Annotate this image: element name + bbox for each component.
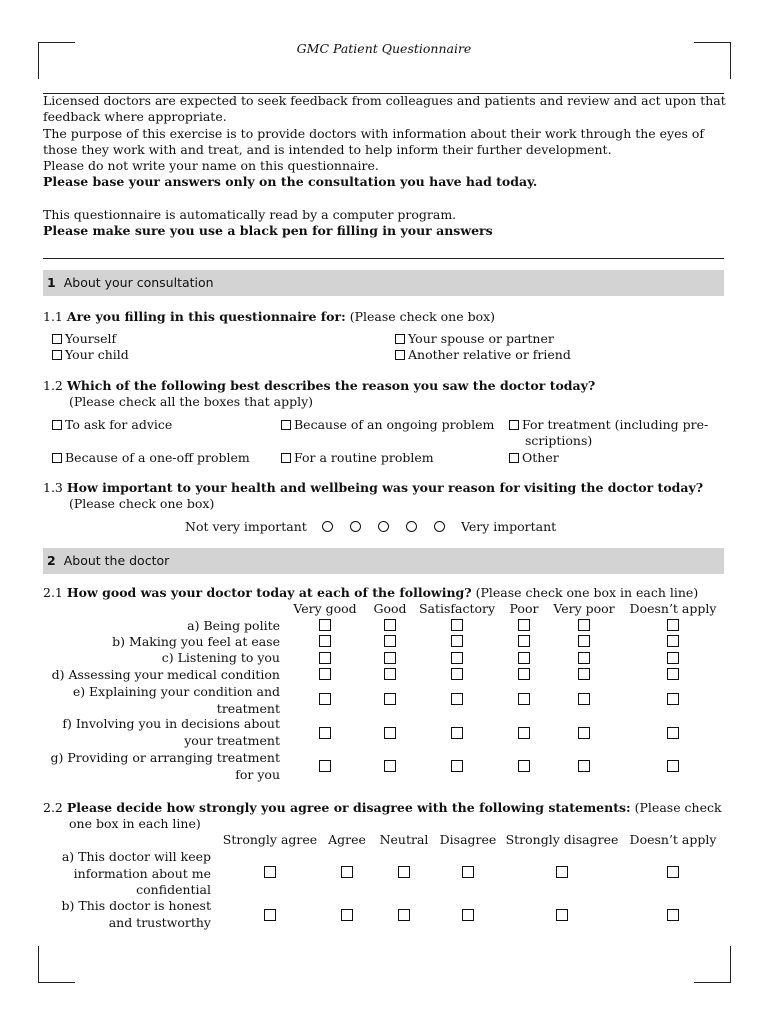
rating-checkbox[interactable]: [578, 668, 590, 680]
row-label: b) Making you feel at ease: [112, 634, 280, 649]
column-header: Strongly agree: [222, 832, 318, 847]
column-header: Satisfactory: [418, 601, 496, 616]
rating-checkbox[interactable]: [667, 668, 679, 680]
running-title: GMC Patient Questionnaire: [296, 41, 472, 56]
rating-checkbox[interactable]: [451, 727, 463, 739]
scale-radio-4[interactable]: [406, 521, 417, 532]
row-label: e) Explaining your condition and treatment: [72, 684, 280, 716]
rating-checkbox[interactable]: [319, 693, 331, 705]
rating-checkbox[interactable]: [518, 693, 530, 705]
rating-checkbox[interactable]: [667, 909, 679, 921]
section-1-title: About your consultation: [63, 275, 214, 290]
row-label: f) Involving you in decisions about your treatment: [62, 716, 280, 748]
rating-checkbox[interactable]: [578, 635, 590, 647]
rating-checkbox[interactable]: [319, 760, 331, 772]
intro-p1: Licensed doctors are expected to seek feedback from colleagues and patients and review and act upon that feedback where appropriate.: [43, 93, 726, 125]
checkbox[interactable]: [52, 453, 62, 463]
option-treatment-cont: scriptions): [525, 433, 593, 448]
question-1-2: 1.2 Which of the following best describes the reason you saw the doctor today? (Please check all the boxes that apply): [43, 378, 596, 410]
scale-radio-1[interactable]: [322, 521, 333, 532]
rating-checkbox[interactable]: [667, 619, 679, 631]
rating-checkbox[interactable]: [384, 619, 396, 631]
checkbox[interactable]: [52, 350, 62, 360]
rating-checkbox[interactable]: [341, 866, 353, 878]
scale-high-label: Very important: [461, 519, 557, 534]
rating-checkbox[interactable]: [462, 909, 474, 921]
row-label: a) Being polite: [187, 618, 280, 633]
rating-checkbox[interactable]: [264, 866, 276, 878]
rating-checkbox[interactable]: [319, 668, 331, 680]
column-header: Agree: [328, 832, 366, 847]
rating-checkbox[interactable]: [462, 866, 474, 878]
rating-checkbox[interactable]: [384, 693, 396, 705]
row-label: g) Providing or arranging treatment for you: [50, 750, 280, 782]
intro-p4: Please base your answers only on the consultation you have had today.: [43, 174, 538, 190]
column-header: Neutral: [379, 832, 429, 847]
rating-checkbox[interactable]: [319, 727, 331, 739]
rating-checkbox[interactable]: [398, 866, 410, 878]
rating-checkbox[interactable]: [578, 727, 590, 739]
scale-radio-5[interactable]: [434, 521, 445, 532]
rating-checkbox[interactable]: [384, 727, 396, 739]
rating-checkbox[interactable]: [667, 635, 679, 647]
checkbox[interactable]: [52, 420, 62, 430]
checkbox[interactable]: [395, 350, 405, 360]
rating-checkbox[interactable]: [578, 693, 590, 705]
rating-checkbox[interactable]: [518, 760, 530, 772]
rating-checkbox[interactable]: [264, 909, 276, 921]
section-1-header: [43, 270, 724, 296]
rating-checkbox[interactable]: [398, 909, 410, 921]
rating-checkbox[interactable]: [556, 909, 568, 921]
rating-checkbox[interactable]: [319, 619, 331, 631]
rating-checkbox[interactable]: [384, 652, 396, 664]
section-1-number: 1: [47, 275, 56, 290]
question-1-3: 1.3 How important to your health and wellbeing was your reason for visiting the doctor today? (Please check one box): [43, 480, 704, 512]
intro-p2: The purpose of this exercise is to provide doctors with information about their work through the eyes of those they work with and treat, and is intended to help inform their further development.: [43, 125, 705, 157]
rating-checkbox[interactable]: [518, 652, 530, 664]
rating-checkbox[interactable]: [384, 668, 396, 680]
option-relative[interactable]: Another relative or friend: [395, 347, 571, 363]
rating-checkbox[interactable]: [319, 635, 331, 647]
scale-radio-3[interactable]: [378, 521, 389, 532]
checkbox[interactable]: [509, 453, 519, 463]
rating-checkbox[interactable]: [384, 760, 396, 772]
scale-radio-2[interactable]: [350, 521, 361, 532]
question-2-1: 2.1 How good was your doctor today at each of the following? (Please check one box in each line): [43, 585, 699, 600]
rating-checkbox[interactable]: [518, 727, 530, 739]
checkbox[interactable]: [509, 420, 519, 430]
row-label: c) Listening to you: [161, 650, 280, 665]
option-advice[interactable]: To ask for advice: [52, 417, 172, 433]
rating-checkbox[interactable]: [384, 635, 396, 647]
rating-checkbox[interactable]: [518, 635, 530, 647]
row-label: d) Assessing your medical condition: [51, 667, 280, 682]
rating-checkbox[interactable]: [451, 760, 463, 772]
rating-checkbox[interactable]: [451, 693, 463, 705]
intro-p5: This questionnaire is automatically read by a computer program.: [43, 206, 457, 222]
rating-checkbox[interactable]: [319, 652, 331, 664]
column-header: Disagree: [439, 832, 497, 847]
option-child[interactable]: Your child: [52, 347, 129, 363]
option-treatment[interactable]: For treatment (including pre-: [509, 417, 708, 433]
column-header: Doesn’t apply: [629, 601, 717, 616]
section-2-number: 2: [47, 553, 56, 568]
rating-checkbox[interactable]: [451, 635, 463, 647]
intro-p3: Please do not write your name on this questionnaire.: [43, 158, 379, 174]
rating-checkbox[interactable]: [451, 619, 463, 631]
checkbox[interactable]: [281, 453, 291, 463]
rating-checkbox[interactable]: [518, 668, 530, 680]
row-label: a) This doctor will keep information about me confidential: [61, 849, 211, 897]
checkbox[interactable]: [281, 420, 291, 430]
column-header: Very good: [293, 601, 357, 616]
question-1-1: [43, 309, 733, 325]
rating-checkbox[interactable]: [578, 619, 590, 631]
rating-checkbox[interactable]: [518, 619, 530, 631]
checkbox[interactable]: [52, 334, 62, 344]
corner-mark-bottom-left: [38, 946, 75, 983]
question-number: 1.1: [43, 309, 63, 324]
intro-rule: [43, 258, 724, 259]
option-routine[interactable]: For a routine problem: [281, 450, 434, 466]
rating-checkbox[interactable]: [667, 760, 679, 772]
rating-checkbox[interactable]: [578, 652, 590, 664]
option-ongoing[interactable]: Because of an ongoing problem: [281, 417, 494, 433]
rating-checkbox[interactable]: [578, 760, 590, 772]
rating-checkbox[interactable]: [451, 668, 463, 680]
question-hint: (Please check one box): [349, 309, 496, 324]
column-header: Poor: [509, 601, 539, 616]
intro-p6: Please make sure you use a black pen for filling in your answers: [43, 223, 493, 239]
column-header: Strongly disagree: [505, 832, 619, 847]
rating-checkbox[interactable]: [556, 866, 568, 878]
rating-checkbox[interactable]: [451, 652, 463, 664]
column-header: Good: [373, 601, 407, 616]
scale-low-label: Not very important: [185, 519, 307, 534]
checkbox[interactable]: [395, 334, 405, 344]
column-header: Very poor: [553, 601, 615, 616]
intro-text: [43, 93, 727, 239]
rating-checkbox[interactable]: [667, 866, 679, 878]
rating-checkbox[interactable]: [667, 652, 679, 664]
section-2-header: [43, 548, 724, 574]
option-other[interactable]: Other: [509, 450, 559, 466]
rating-checkbox[interactable]: [667, 693, 679, 705]
option-yourself[interactable]: Yourself: [52, 331, 116, 347]
question-text: Are you filling in this questionnaire for:: [66, 309, 346, 324]
rating-checkbox[interactable]: [667, 727, 679, 739]
option-spouse[interactable]: Your spouse or partner: [395, 331, 554, 347]
column-header: Doesn’t apply: [629, 832, 717, 847]
rating-checkbox[interactable]: [341, 909, 353, 921]
corner-mark-bottom-right: [694, 946, 731, 983]
row-label: b) This doctor is honest and trustworthy: [61, 898, 211, 930]
option-one-off[interactable]: Because of a one-off problem: [52, 450, 250, 466]
question-2-2: 2.2 Please decide how strongly you agree or disagree with the following statements: (Please check one box in each line): [43, 800, 722, 832]
section-2-title: About the doctor: [63, 553, 170, 568]
